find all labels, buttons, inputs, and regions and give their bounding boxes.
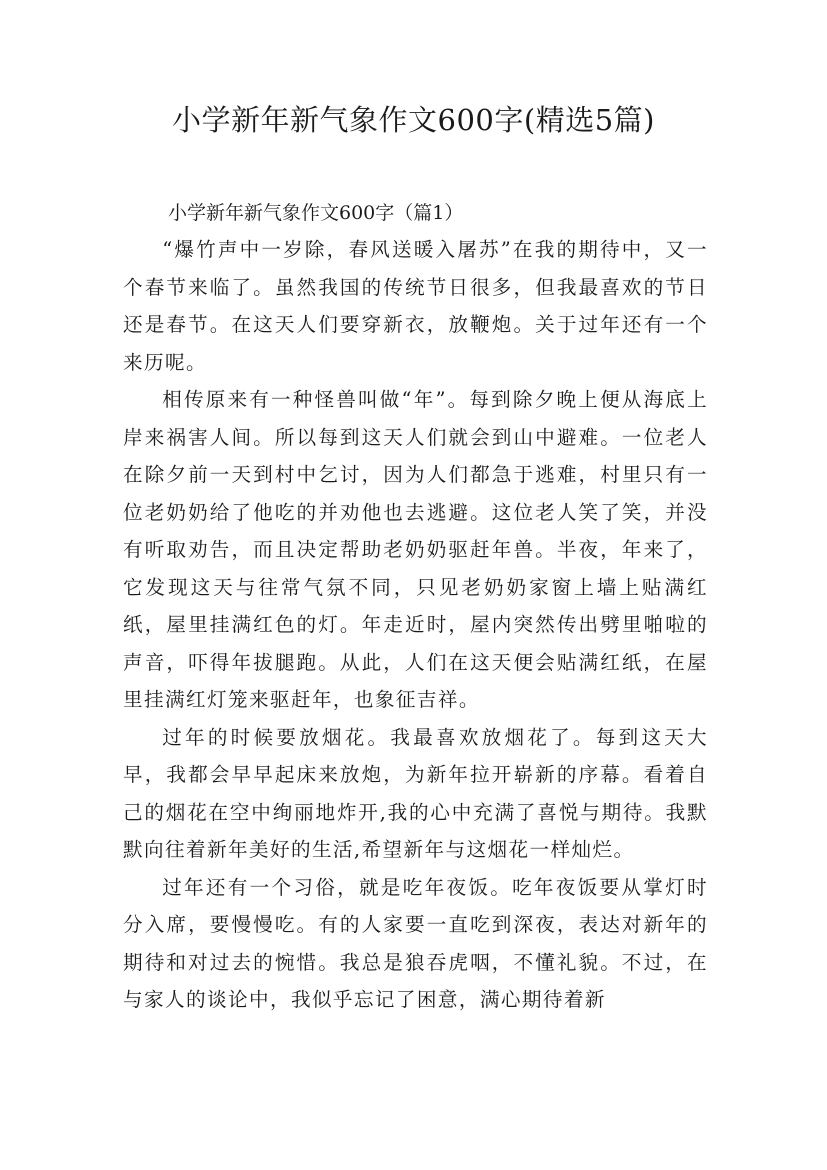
paragraph-2: 相传原来有一种怪兽叫做“年”。每到除夕晚上便从海底上岸来祸害人间。所以每到这天人们就会到山中避难。一位老人在除夕前一天到村中乞讨，因为人们都急于逃难，村里只有一位老奶奶给了他吃的并劝他也去逃避。这位老人笑了笑，并没有听取劝告，而且决定帮助老奶奶驱赶年兽。半夜，年来了，它发现这天与往常气氛不同，只见老奶奶家窗上墙上贴满红纸，屋里挂满红色的灯。年走近时，屋内突然传出劈里啪啦的声音，吓得年拔腿跑。从此，人们在这天便会贴满红纸，在屋里挂满红灯笼来驱赶年，也象征吉祥。 — [123, 388, 708, 711]
paragraph-4: 过年还有一个习俗，就是吃年夜饭。吃年夜饭要从掌灯时分入席，要慢慢吃。有的人家要一直吃到深夜，表达对新年的期待和对过去的惋惜。我总是狼吞虎咽，不懂礼貌。不过，在与家人的谈论中，我似乎忘记了困意，满心期待着新 — [123, 875, 708, 1011]
paragraph-1: “爆竹声中一岁除，春风送暖入屠苏”在我的期待中，又一个春节来临了。虽然我国的传统节日很多，但我最喜欢的节日还是春节。在这天人们要穿新衣，放鞭炮。关于过年还有一个来历呢。 — [123, 238, 708, 374]
section-heading: 小学新年新气象作文600字（篇1） — [168, 202, 464, 224]
article-body — [123, 195, 708, 1019]
document-title: 小学新年新气象作文600字(精选5篇) — [172, 103, 655, 137]
paragraph-3: 过年的时候要放烟花。我最喜欢放烟花了。每到这天大早，我都会早早起床来放炮，为新年拉开崭新的序幕。看着自己的烟花在空中绚丽地炸开,我的心中充满了喜悦与期待。我默默向往着新年美好的生活,希望新年与这烟花一样灿烂。 — [123, 725, 708, 861]
